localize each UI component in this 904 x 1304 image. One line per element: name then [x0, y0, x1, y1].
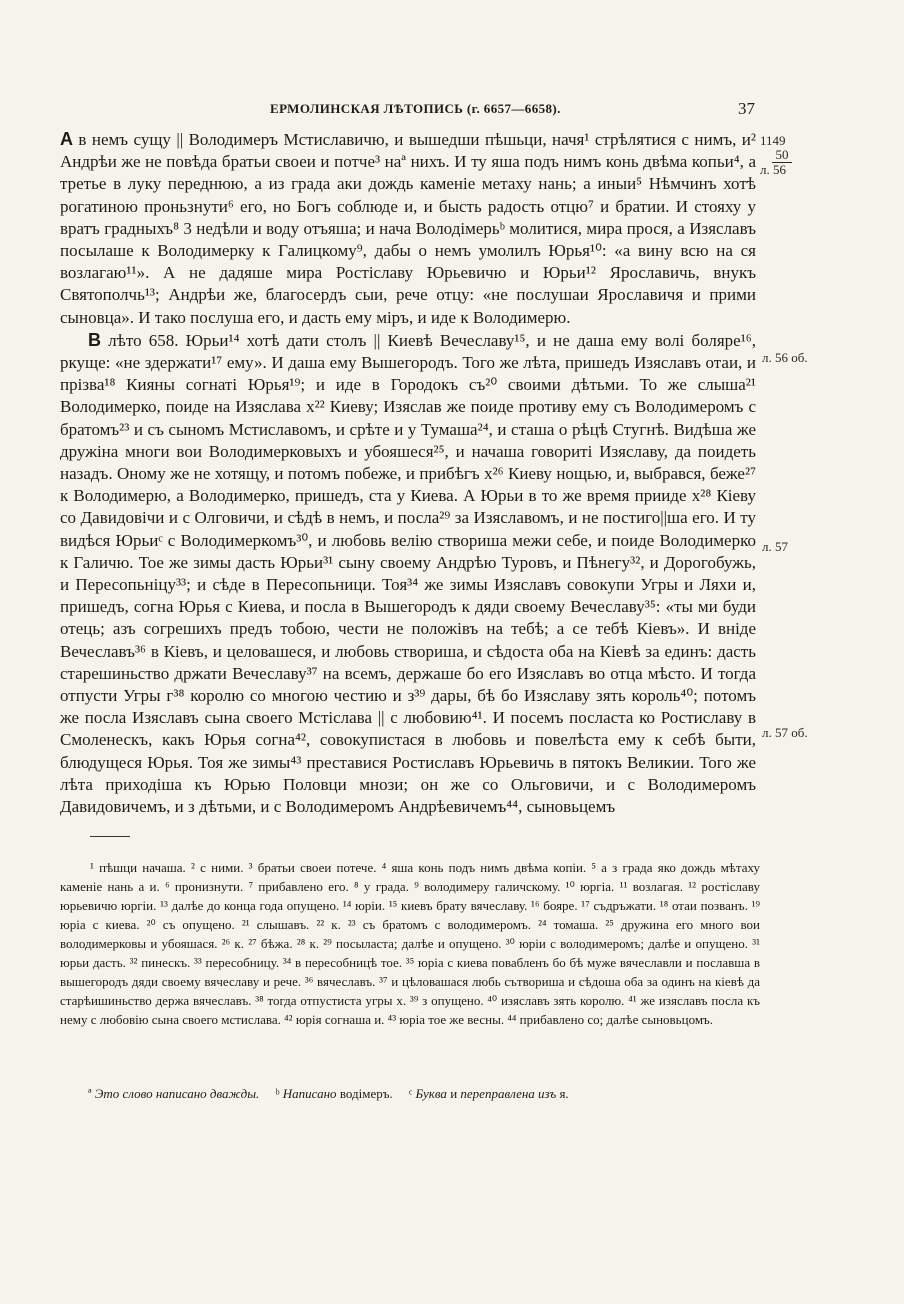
paragraph-1-text: в немъ сущу || Володимеръ Мстиславичю, и вышедши пѣшьци, начя¹ стрѣлятися с нимъ, и² Андрѣи же не повѣда братьи своеи и потче³ наª нихъ. И ту яша подъ нимъ конь двѣма копьи⁴, а третье в луку переднюю, а из града аки дождь каменіе метаху нань; а иныи⁵ Нѣмчинъ хотѣ рогатиною проньзнути⁶ его, но Богъ соблюде и, и бысть радость отцю⁷ и братии. И стояху у вратъ градныхъ⁸ 3 недѣли и воду отъяша; и нача Володімерьᵇ молитися, мира прося, а Изяславъ посылаше к Володимерку к Галицкому⁹, дабы о немъ умолилъ Юрья¹⁰: «а вину всю на ся возлагаю¹¹». А не дадяше мира Ростіславу Юрьевичю и Юрьи¹² Ярославичь, внукъ Святополчь¹³; Андрѣи же, благосердъ сыи, рече отцу: «не послушаи Ярославичя и прими сыновца». И тако послуша его, и дасть ему міръ, и иде к Володимерю.: [60, 130, 756, 327]
editorial-notes: [60, 1085, 760, 1103]
initial-letter: В: [88, 329, 101, 350]
margin-leaf-57: л. 57: [762, 539, 788, 554]
margin-year: 1149: [760, 133, 786, 148]
chronicle-text: [60, 128, 756, 818]
page-number: 37: [738, 99, 755, 118]
paragraph-2-text: лѣто 658. Юрьи¹⁴ хотѣ дати столъ || Киевѣ Вечеславу¹⁵, и не даша ему волі боляре¹⁶, ркуще: «не здержати¹⁷ ему». И даша ему Вышегородъ. Того же лѣта, пришедъ Изяславъ отаи, и прізва¹⁸ Кияны согнаті Юрья¹⁹; и иде в Городокъ съ²⁰ своими дѣтьми. То же слыша²¹ Володимерко, поиде на Изяслава х²² Киеву; Изяслав же поиде противу ему съ Володимеромъ с братомъ²³ и съ сыномъ Мстиславомъ, и срѣте и у Тумаша²⁴, и сташа о рѣцѣ Стугнѣ. Видѣша же дружіна многи вои Володимерковыхъ и убояшеся²⁵, и начаша говориті Изяславу, да поидеть назадъ. Оному же не хотящу, и потомъ побеже, и прибѣгъ х²⁶ Киеву нощью, и, выбрався, беже²⁷ к Володимерю, а Володимерко, пришедъ, ста у Киева. А Юрьи в то же время прииде х²⁸ Кіеву со Давидовічи и с Олговичи, и сѣдѣ в немъ, и посла²⁹ за Изяславомъ, и не постиго||ша его. И ту видѣся Юрьиᶜ с Володимеркомъ³⁰, и любовь велію створиша межи себе, и поиде Володимерко к Галичю. Тое же зимы дасть Юрьи³¹ сыну своему Андрѣю Туровъ, и Пѣнегу³², и Дорогобужь, и Пересопьніцу³³; и сѣде в Пересопьници. Тоя³⁴ же зимы Изяславъ совокупи Угры и Ляхи и, пришедъ, согна Юрья с Киева, и посла в Вышегородъ к дяди своему Вечеславу³⁵: «ты ми буди отець; азъ согрешихъ предъ тобою, чести не положівъ на тебѣ; а се тебѣ Кіевъ». И вніде Вечеславъ³⁶ в Кіевъ, и целовашеся, и любовь створиша, и сѣдоста оба на Кіевѣ за единъ: дасть старешиньство држати Вечеславу³⁷ на всемъ, держаше бо его Изяславъ во отца мѣсто. И тогда отпусти Угры г³⁸ королю со многою честию и з³⁹ дары, бѣ бо Изяславу зять король⁴⁰; потомъ же посла Изяславъ сына своего Мстіслава || с любовию⁴¹. И посемъ посласта ко Ростиславу в Смоленескъ, какъ Юрья согна⁴², совокупистася в любовь и повелѣста ему к себѣ быти, блюдущеся Юрья. Тоя же зимы⁴³ преставися Ростиславъ Юрьевичь в пятокъ Великии. Того же лѣта приходіша къ Юрью Половци мнози; он же со Ольговичи, и с Володимеромъ Давидовичемъ, и з дѣтьми, и с Володимеромъ Андрѣевичемъ⁴⁴, сыновьцемъ: [60, 330, 756, 817]
footnotes-text: ¹ пѣшци начаша. ² с ними. ³ братьи своеи потече. ⁴ яша конь подъ нимъ двѣма копіи. ⁵ а з града яко дождь мѣтаху каменіе нань а и. ⁶ пронизнути. ⁷ прибавлено его. ⁸ у града. ⁹ володимеру галичскому. ¹⁰ юргіа. ¹¹ возлагая. ¹² ростіславу юрьевичю юргіи. ¹³ далѣе до конца года опущено. ¹⁴ юріи. ¹⁵ киевъ брату вячеславу. ¹⁶ бояре. ¹⁷ съдръжати. ¹⁸ отаи позванъ. ¹⁹ юріа с киева. ²⁰ съ опущено. ²¹ слышавъ. ²² к. ²³ съ братомъ с володимеромъ. ²⁴ томаша. ²⁵ дружина его много вои володимерковы и убояшася. ²⁶ к. ²⁷ бѣжа. ²⁸ к. ²⁹ посыласта; далѣе и опущено. ³⁰ юріи с володимеромъ; далѣе и опущено. ³¹ юрьи дасть. ³² пинескъ. ³³ пересобницу. ³⁴ в пересобницѣ тое. ³⁵ юріа с киева повабленъ бо бѣ муже вячеславли и пославша в вышегородъ дяди своему вячеславу и рече. ³⁶ вячеславъ. ³⁷ и цѣловашася любь сътвориша и сѣдоша оба за одинъ на кіевѣ да старѣишиньство держа вячеславъ. ³⁸ тогда отпустиста угры х. ³⁹ з опущено. ⁴⁰ изяславъ зять королю. ⁴¹ же изяславъ посла къ нему с любовію сына своего мстислава. ⁴² юрія согнаша и. ⁴³ юріа тое же весны. ⁴⁴ прибавлено со; далѣе сыновьцомъ.: [60, 860, 760, 1027]
running-head: [0, 101, 904, 125]
note-a-text: Это слово написано дважды.: [94, 1086, 260, 1101]
variant-footnotes: [60, 858, 760, 1029]
margin-leaf-57ob: л. 57 об.: [762, 725, 808, 740]
note-b-italic: Написано: [282, 1086, 337, 1101]
margin-year-note: [760, 134, 800, 177]
note-c-italic-1: Буква: [415, 1086, 447, 1101]
note-b-mark: ᵇ: [275, 1086, 280, 1101]
note-b-text: водімеръ.: [336, 1086, 393, 1101]
paragraph-2: [60, 329, 756, 818]
paragraph-1: [60, 128, 756, 329]
note-c-mid: и: [446, 1086, 461, 1101]
note-c-mark: ᶜ: [408, 1086, 413, 1101]
initial-letter: А: [60, 129, 73, 149]
note-a-mark: ª: [88, 1086, 92, 1101]
note-c-text: я.: [556, 1086, 569, 1101]
margin-leaf-56: л. 56: [760, 162, 786, 177]
chronicle-title: ЕРМОЛИНСКАЯ ЛѢТОПИСЬ (г. 6657—6658).: [270, 101, 561, 116]
editorial-line: [60, 1085, 760, 1103]
note-c-italic-2: переправлена изъ: [460, 1086, 557, 1101]
margin-leaf-56ob: л. 56 об.: [762, 350, 808, 365]
margin-year-fraction-top: 50: [772, 148, 792, 163]
footnote-divider: [90, 836, 130, 837]
